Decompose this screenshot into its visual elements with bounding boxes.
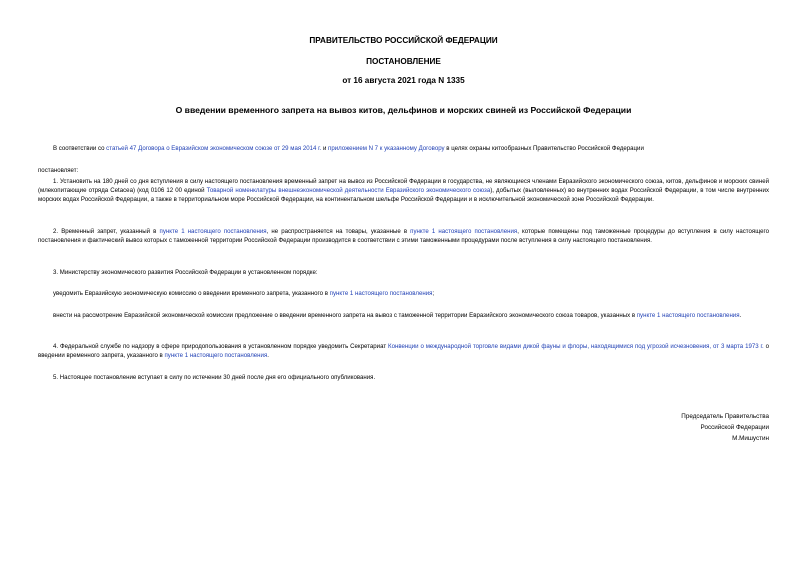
paragraph-4 bbox=[38, 342, 769, 360]
link-cites-convention[interactable]: Конвенции о международной торговле видами дикой фауны и флоры, находящимися под угрозой исчезновения, от 3 марта 1973 г. bbox=[388, 343, 764, 350]
link-paragraph-1[interactable]: пункте 1 настоящего постановления bbox=[410, 228, 518, 235]
paragraph-1-text-b: ), добытых (выловленных) во внутренних водах Российской Федерации, в том числе внутренних морских водах Российской Федерации, а также в территориальном море Российской Федерации, на континентальном шельфе Российской Федерации и в исключительной экономической зоне Российской Федерации. bbox=[38, 187, 769, 203]
preamble-text-3: в целях охраны китообразных Правительство Российской Федерации bbox=[444, 145, 644, 152]
link-paragraph-1[interactable]: пункте 1 настоящего постановления bbox=[636, 312, 740, 319]
paragraph-2 bbox=[38, 227, 769, 245]
paragraph-4-text-a: 4. Федеральной службе по надзору в сфере природопользования в установленном порядке уведомить Секретариат bbox=[53, 343, 389, 350]
date-number-heading: от 16 августа 2021 года N 1335 bbox=[342, 76, 465, 85]
link-paragraph-1[interactable]: пункте 1 настоящего постановления bbox=[329, 290, 433, 297]
signature-name: М.Мишустин bbox=[732, 435, 769, 442]
issuer-heading: ПРАВИТЕЛЬСТВО РОССИЙСКОЙ ФЕДЕРАЦИИ bbox=[309, 36, 498, 45]
document-type-heading: ПОСТАНОВЛЕНИЕ bbox=[366, 57, 441, 66]
paragraph-3-item-b bbox=[38, 311, 769, 320]
link-annex-7[interactable]: приложением N 7 к указанному Договору bbox=[328, 145, 445, 152]
link-paragraph-1[interactable]: пункте 1 настоящего постановления bbox=[159, 228, 267, 235]
paragraph-3b-text-b: . bbox=[739, 312, 742, 319]
signature-position: Председатель Правительства bbox=[681, 413, 769, 420]
paragraph-2-text-c: , которые помещены под таможенные процедуры до вступления в силу настоящего постановления и фактический вывоз которых с таможенной территории Российской Федерации производится в соответствии с этими таможенными процедурами после вступления в силу настоящего постановления. bbox=[38, 228, 770, 244]
paragraph-3: 3. Министерству экономического развития Российской Федерации в установленном порядке: bbox=[53, 269, 318, 276]
paragraph-1 bbox=[38, 177, 769, 204]
link-paragraph-1[interactable]: пункте 1 настоящего постановления bbox=[164, 352, 268, 359]
decree-word: постановляет: bbox=[38, 167, 79, 174]
paragraph-3b-text-a: внести на рассмотрение Евразийской экономической комиссии предложение о введении временного запрета на вывоз с таможенной территории Евразийского экономического союза товаров, указанных в bbox=[53, 312, 637, 319]
paragraph-2-text-b: , не распространяется на товары, указанные в bbox=[266, 228, 411, 235]
preamble-text-2: и bbox=[321, 145, 329, 152]
paragraph-4-text-b: о введении временного запрета, указанного в bbox=[38, 343, 769, 359]
link-article-47[interactable]: статьей 47 Договора о Евразийском экономическом союзе от 29 мая 2014 г. bbox=[106, 145, 322, 152]
signature-block bbox=[681, 411, 769, 444]
paragraph-5: 5. Настоящее постановление вступает в силу по истечении 30 дней после дня его официального опубликования. bbox=[53, 374, 376, 381]
preamble-text-1: В соответствии со bbox=[53, 145, 107, 152]
paragraph-1-text-a: 1. Установить на 180 дней со дня вступления в силу настоящего постановления временный запрет на вывоз из Российской Федерации в государства, не являющиеся членами Евразийского экономического союза, китов, дельфинов и морских свиней (млекопитающие отряда Cetacea) (код 0106 12 00 единой bbox=[38, 178, 769, 194]
preamble-paragraph bbox=[38, 144, 769, 153]
paragraph-3a-text-a: уведомить Евразийскую экономическую комиссию о введении временного запрета, указанного в bbox=[53, 290, 330, 297]
paragraph-2-text-a: 2. Временный запрет, указанный в bbox=[53, 228, 160, 235]
paragraph-4-text-c: . bbox=[267, 352, 269, 359]
signature-country: Российской Федерации bbox=[700, 424, 769, 431]
link-tn-ved[interactable]: Товарной номенклатуры внешнеэкономической деятельности Евразийского экономического союза bbox=[206, 187, 491, 194]
paragraph-3-item-a bbox=[38, 289, 769, 298]
paragraph-3a-text-b: ; bbox=[432, 290, 435, 297]
document-title: О введении временного запрета на вывоз китов, дельфинов и морских свиней из Российской Федерации bbox=[175, 105, 632, 115]
